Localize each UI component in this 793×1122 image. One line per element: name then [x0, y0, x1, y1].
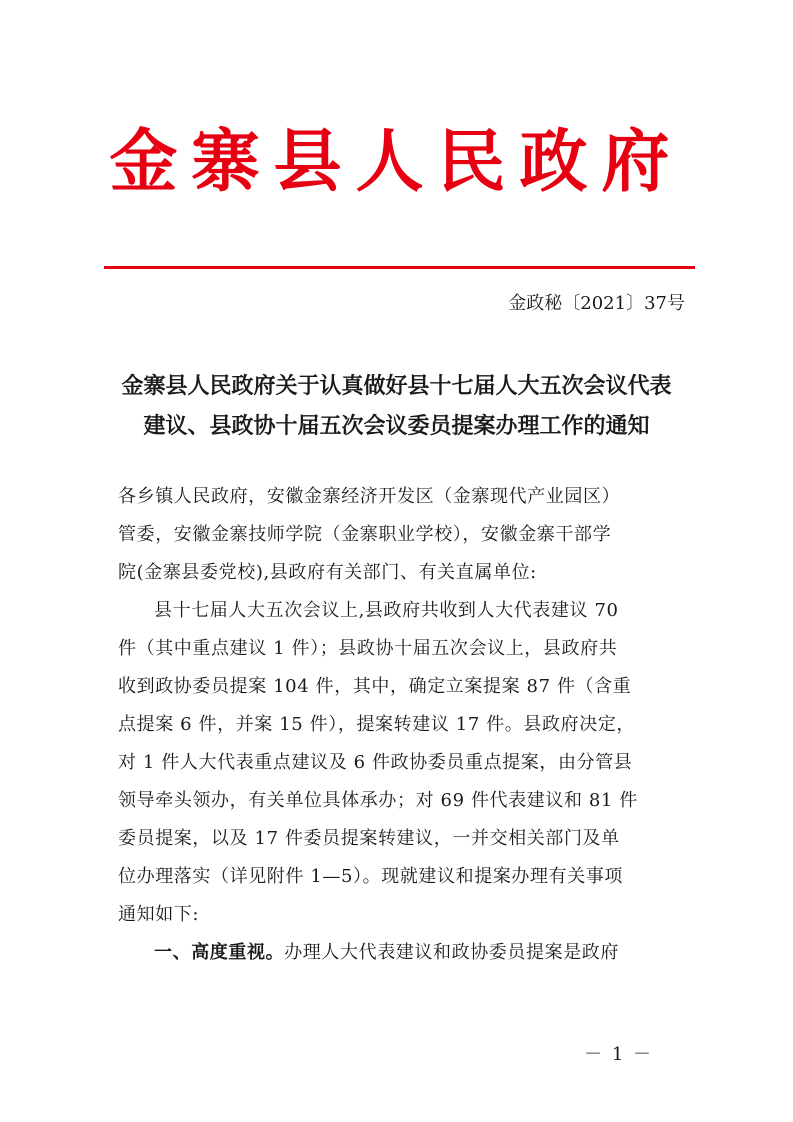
paragraph-line: 县十七届人大五次会议上,县政府共收到人大代表建议 70	[154, 600, 619, 621]
section-1-line	[118, 934, 688, 972]
paragraph-1	[118, 592, 688, 934]
section-1	[118, 934, 688, 972]
document-number: 金政秘〔2021〕37号	[508, 293, 685, 314]
page-number: － 1 －	[584, 1044, 653, 1065]
document-title	[90, 366, 703, 446]
paragraph-line: 件（其中重点建议 1 件）；县政协十届五次会议上，县政府共	[118, 638, 618, 659]
section-1-text: 办理人大代表建议和政协委员提案是政府	[284, 942, 620, 963]
paragraph-line: 通知如下:	[118, 904, 200, 925]
section-1-heading: 一、高度重视。	[154, 942, 285, 963]
paragraph-line: 领导牵头领办，有关单位具体承办；对 69 件代表建议和 81 件	[118, 790, 638, 811]
addressee-line: 各乡镇人民政府，安徽金寨经济开发区（金寨现代产业园区）	[118, 486, 621, 507]
paragraph-line: 委员提案，以及 17 件委员提案转建议，一并交相关部门及单	[118, 828, 620, 849]
addressee-line: 管委，安徽金寨技师学院（金寨职业学校），安徽金寨干部学	[118, 524, 612, 545]
document-body	[118, 478, 688, 972]
addressee-line: 院(金寨县委党校),县政府有关部门、有关直属单位:	[118, 562, 537, 583]
addressee	[118, 478, 688, 592]
masthead-title: 金寨县人民政府	[109, 122, 684, 202]
red-divider-line	[104, 266, 695, 269]
paragraph-line: 位办理落实（详见附件 1—5）。现就建议和提案办理有关事项	[118, 866, 624, 887]
paragraph-line: 收到政协委员提案 104 件，其中，确定立案提案 87 件（含重	[118, 676, 632, 697]
paragraph-line: 对 1 件人大代表重点建议及 6 件政协委员重点提案，由分管县	[118, 752, 633, 773]
title-line: 金寨县人民政府关于认真做好县十七届人大五次会议代表	[121, 373, 672, 399]
title-line: 建议、县政协十届五次会议委员提案办理工作的通知	[143, 413, 650, 439]
paragraph-line: 点提案 6 件，并案 15 件），提案转建议 17 件。县政府决定，	[118, 714, 635, 735]
